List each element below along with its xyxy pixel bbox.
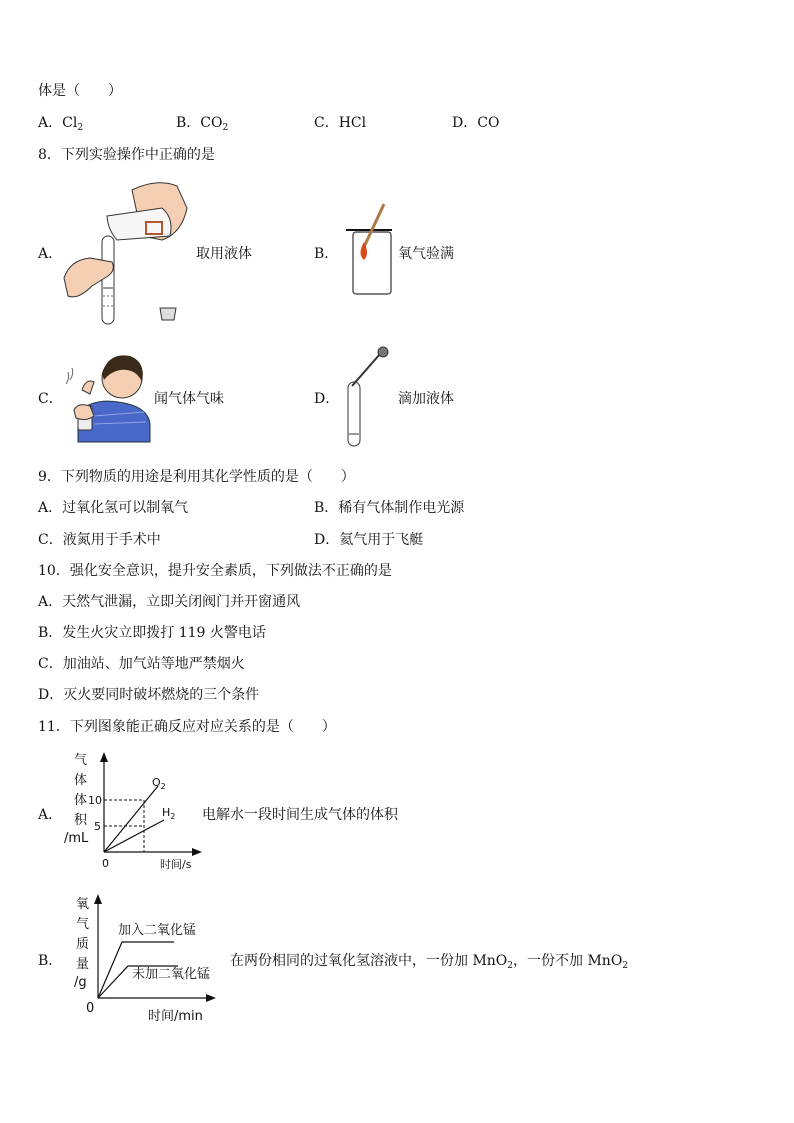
q7-option-a[interactable]: A．$Cl_2$ xyxy=(38,115,84,133)
electrolysis-graph xyxy=(60,748,200,872)
q8-stem: 8．下列实验操作中正确的是 xyxy=(38,147,215,163)
line-label-without-mno2: 未加二氧化锰 xyxy=(132,967,211,982)
q8-option-d-caption: 滴加液体 xyxy=(398,391,454,407)
y-label-2: 体 xyxy=(74,773,88,788)
y-label-unit: /g xyxy=(74,975,87,990)
manganese-dioxide-graph xyxy=(68,890,228,1022)
q8-option-c-letter[interactable]: C． xyxy=(38,391,63,407)
q10-option-d[interactable]: D．灭火要同时破坏燃烧的三个条件 xyxy=(38,687,260,703)
y-label-4: 积 xyxy=(74,813,88,828)
q8-option-a-caption: 取用液体 xyxy=(196,246,252,262)
q7-option-d[interactable]: D．CO xyxy=(452,115,500,131)
smelling-gas-illustration xyxy=(64,350,152,444)
y-label-3: 体 xyxy=(74,793,88,808)
y-label-4: 量 xyxy=(76,957,90,972)
x-label: 时间/s xyxy=(160,858,192,871)
o2-label: $O_2$ xyxy=(152,776,166,791)
line-label-with-mno2: 加入二氧化锰 xyxy=(118,923,197,938)
q9-option-a[interactable]: A．过氧化氢可以制氧气 xyxy=(38,500,189,516)
x-label: 时间/min xyxy=(148,1009,203,1024)
origin-label: 0 xyxy=(86,1001,95,1016)
tick-10: 10 xyxy=(88,794,102,807)
q7-stem-tail: 体是（ ） xyxy=(38,83,122,99)
q8-option-b-caption: 氧气验满 xyxy=(398,246,454,262)
q9-option-c[interactable]: C．液氮用于手术中 xyxy=(38,532,161,548)
q11-option-b-caption: 在两份相同的过氧化氢溶液中，一份加 MnO$_2$，一份不加 MnO$_2$ xyxy=(230,953,629,971)
q10-stem: 10．强化安全意识，提升安全素质，下列做法不正确的是 xyxy=(38,563,392,579)
q10-option-a[interactable]: A．天然气泄漏，立即关闭阀门并开窗通风 xyxy=(38,594,301,610)
q8-option-a-letter[interactable]: A． xyxy=(38,246,63,262)
q10-option-c[interactable]: C．加油站、加气站等地严禁烟火 xyxy=(38,656,245,672)
y-label-3: 质 xyxy=(76,937,90,952)
h2-label: $H_2$ xyxy=(162,806,176,821)
q11-option-a-caption: 电解水一段时间生成气体的体积 xyxy=(202,807,398,823)
q10-option-b[interactable]: B．发生火灾立即拨打 119 火警电话 xyxy=(38,625,266,641)
origin-label: 0 xyxy=(102,857,109,870)
q8-option-b-letter[interactable]: B． xyxy=(314,246,339,262)
q7-option-b[interactable]: B．$CO_2$ xyxy=(176,115,229,133)
y-label-unit: /mL xyxy=(64,831,89,846)
dropping-liquid-illustration xyxy=(340,346,392,448)
q8-option-c-caption: 闻气体气味 xyxy=(154,391,224,407)
y-label-1: 气 xyxy=(74,753,88,768)
q9-option-d[interactable]: D．氦气用于飞艇 xyxy=(314,532,424,548)
q11-option-a-letter[interactable]: A． xyxy=(38,807,63,823)
oxygen-test-illustration xyxy=(344,202,394,296)
y-label-2: 气 xyxy=(76,917,90,932)
y-label-1: 氧 xyxy=(76,897,90,912)
q7-option-c[interactable]: C．HCl xyxy=(314,115,367,131)
q11-stem: 11．下列图象能正确反应对应关系的是（ ） xyxy=(38,719,336,735)
tick-5: 5 xyxy=(94,820,101,833)
q9-option-b[interactable]: B．稀有气体制作电光源 xyxy=(314,500,465,516)
q11-option-b-letter[interactable]: B． xyxy=(38,953,63,969)
q8-option-d-letter[interactable]: D． xyxy=(314,391,340,407)
pouring-liquid-illustration xyxy=(62,178,192,328)
q9-stem: 9．下列物质的用途是利用其化学性质的是（ ） xyxy=(38,469,355,485)
